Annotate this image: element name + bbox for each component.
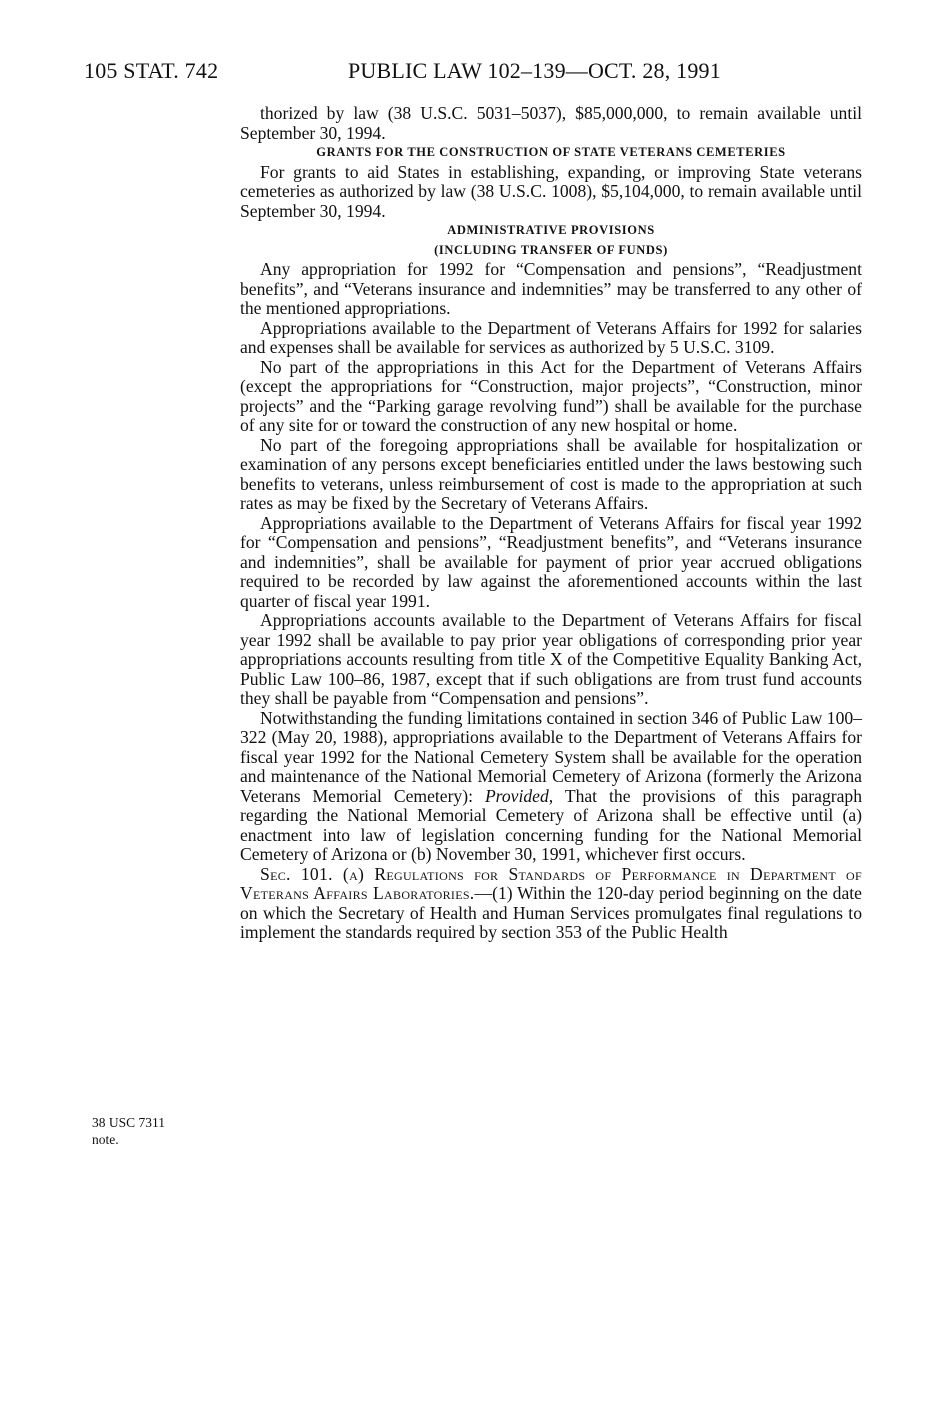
no-part-paragraph-2: No part of the foregoing appropriations shall be available for hospitalization or examination of any persons except beneficiaries entitled under the laws bestowing such benefits to veterans, unless reimbursement of cost is made to the appropriation at such rates as may be fixed by the Secretary of Veterans Affairs. [240, 434, 862, 513]
notwithstanding-paragraph [240, 709, 862, 865]
notwithstanding-text-b: That the provisions of this paragraph regarding the National Memorial Cemetery of Arizona shall be effective until (a) enactment into law of legislation concerning funding for the National Memorial Cemetery of Arizona or (b) November 30, 1991, whichever first occurs. [240, 785, 863, 864]
running-head: PUBLIC LAW 102–139—OCT. 28, 1991 [348, 58, 721, 83]
margin-note-suffix: note. [92, 1132, 119, 1147]
stat-page-number: 105 STAT. 742 [84, 58, 219, 83]
section-101-heading: Sec. 101. (a) Regulations for Standards of Performance in Department of Veterans Affairs Laboratories. [240, 863, 862, 903]
title-x-paragraph: Appropriations accounts available to the Department of Veterans Affairs for fiscal year 1992 shall be available to pay prior year obligations of corresponding prior year appropriations accounts resulting from title X of the Competitive Equality Banking Act, Public Law 100–86, 1987, except that if such obligations are from trust fund accounts they shall be payable from “Compensation and pensions”. [240, 610, 862, 708]
continuation-paragraph: thorized by law (38 U.S.C. 5031–5037), $85,000,000, to remain available until September 30, 1994. [240, 103, 862, 143]
transfer-paragraph: Any appropriation for 1992 for “Compensation and pensions”, “Readjustment benefits”, and “Veterans insurance and indemnities” may be transferred to any other of the mentioned appropriations. [240, 259, 862, 318]
provided-italic: Provided, [484, 785, 554, 806]
notwithstanding-text-a: Notwithstanding the funding limitations contained in section 346 of Public Law 100–322 (May 20, 1988), appropriations available to the Department of Veterans Affairs for fiscal year 1992 for the National Cemetery System shall be available for the operation and maintenance of the National Memorial Cemetery of Arizona (formerly the Arizona Veterans Memorial Cemetery): [240, 707, 862, 806]
page-header [84, 58, 864, 88]
page-body [240, 104, 862, 943]
heading-transfer-of-funds: (INCLUDING TRANSFER OF FUNDS) [434, 242, 668, 257]
prior-year-paragraph: Appropriations available to the Department of Veterans Affairs for fiscal year 1992 for “Compensation and pensions”, “Readjustment benefits”, and “Veterans insurance and indemnities”, shall be available for payment of prior year accrued obligations required to be recorded by law against the aforementioned accounts within the last quarter of fiscal year 1991. [240, 512, 862, 611]
margin-note-citation: 38 USC 7311 [92, 1115, 166, 1130]
heading-cemeteries: GRANTS FOR THE CONSTRUCTION OF STATE VETERANS CEMETERIES [316, 145, 786, 159]
salaries-paragraph: Appropriations available to the Department of Veterans Affairs for 1992 for salaries and expenses shall be available for services as authorized by 5 U.S.C. 3109. [240, 317, 862, 357]
margin-note [92, 1114, 212, 1148]
no-part-paragraph-1: No part of the appropriations in this Act for the Department of Veterans Affairs (except the appropriations for “Construction, major projects”, “Construction, minor projects” and the “Parking garage revolving fund”) shall be available for the purchase of any site for or toward the construction of any new hospital or home. [240, 356, 862, 435]
section-101-text: —(1) Within the 120-day period beginning on the date on which the Secretary of Health and Human Services promulgates final regulations to implement the standards required by section 353 of the Public Health [240, 883, 862, 942]
section-101-paragraph [240, 865, 862, 943]
cemeteries-paragraph: For grants to aid States in establishing, expanding, or improving State veterans cemeteries as authorized by law (38 U.S.C. 1008), $5,104,000, to remain available until September 30, 1994. [240, 161, 862, 221]
heading-administrative-provisions: ADMINISTRATIVE PROVISIONS [447, 223, 655, 237]
